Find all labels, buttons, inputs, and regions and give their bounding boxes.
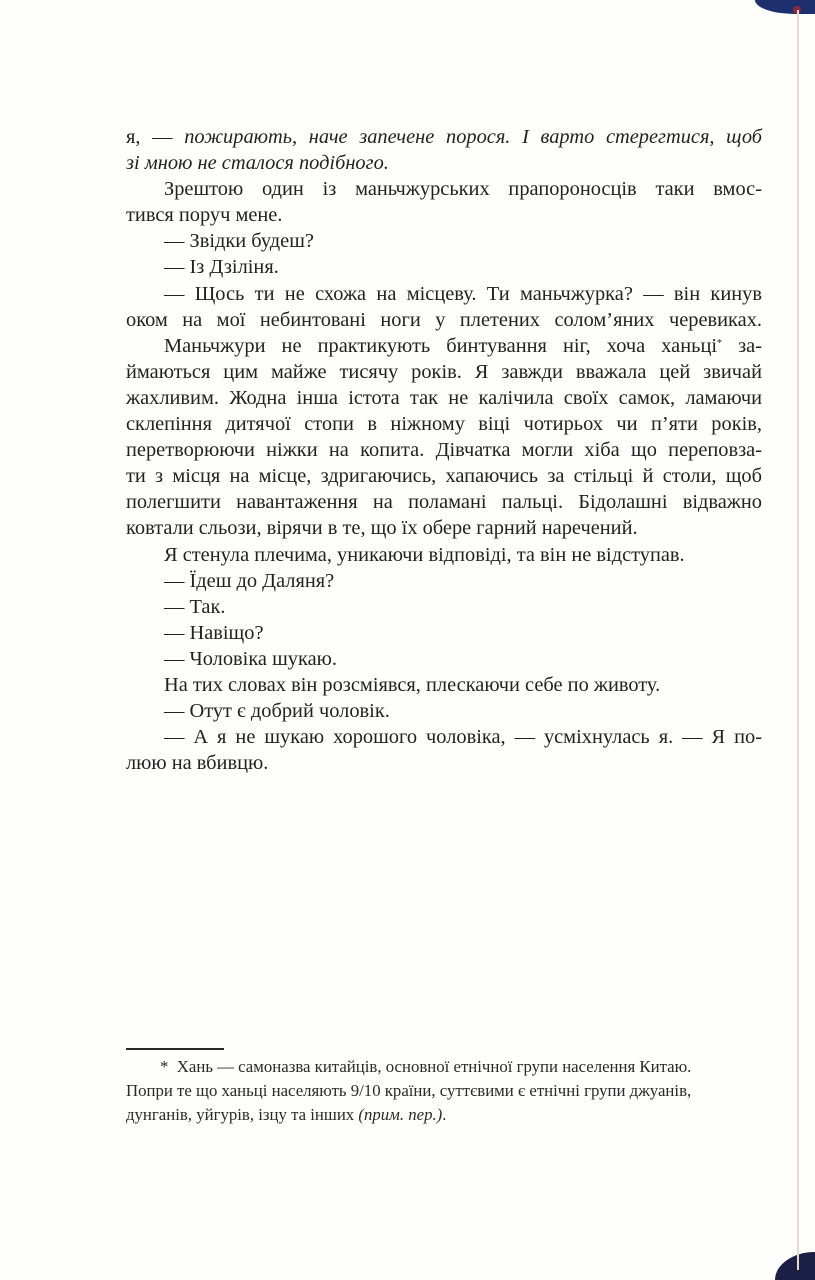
text-run: дунганів, уйгурів, ізцу та інших — [126, 1105, 359, 1124]
dialogue-line: — Навіщо? — [164, 621, 264, 644]
text-line — [126, 124, 762, 150]
dialogue-line: — Чоловіка шукаю. — [164, 647, 337, 670]
page-edge — [797, 10, 799, 1270]
footnote-line — [126, 1055, 758, 1079]
book-cover-corner-top — [755, 0, 815, 14]
text-line: жахливим. Жодна інша істота так не калічила своїх самок, ламаючи — [126, 386, 762, 409]
text-line: ймаються цим майже тисячу років. Я завжди вважала цей звичай — [126, 360, 762, 383]
paragraph-start: Зрештою один із маньчжурських прапороносців таки вмос- — [164, 178, 762, 201]
text-line: зі мною не сталося подібного. — [126, 152, 389, 175]
paragraph-start: Я стенула плечима, уникаючи відповіді, та він не відступав. — [164, 543, 685, 566]
footnote-reference[interactable]: * — [717, 337, 723, 349]
text-line: тився поруч мене. — [126, 204, 283, 227]
footnote — [126, 1055, 758, 1127]
paragraph-start — [126, 333, 762, 359]
body-text — [126, 124, 762, 776]
footnote-separator — [126, 1048, 224, 1050]
dialogue-line: — Із Дзіліня. — [164, 256, 279, 279]
footnote-line: Попри те що ханьці населяють 9/10 країни, суттєвими є етнічні групи джуанів, — [126, 1081, 692, 1100]
paragraph-start: На тих словах він розсміявся, плескаючи себе по животу. — [164, 673, 661, 696]
text-run: за- — [722, 334, 762, 357]
text-line: склепіння дитячої стопи в ніжному віці чотирьох чи п’яти років, — [126, 413, 762, 436]
dialogue-line: — Отут є добрий чоловік. — [164, 700, 390, 723]
book-cover-corner-bottom — [775, 1252, 815, 1280]
dialogue-line: — Так. — [164, 595, 226, 618]
dialogue-line: — Щось ти не схожа на місцеву. Ти маньчжурка? — він кинув — [164, 282, 762, 305]
text-run: . — [442, 1105, 447, 1124]
dialogue-line: — Звідки будеш? — [164, 230, 314, 253]
text-run: я, — — [126, 126, 185, 148]
text-line: полегшити навантаження на поламані пальці. Бідолашні відважно — [126, 491, 762, 514]
text-line: ти з місця на місце, здригаючись, хапаючись за стільці й столи, щоб — [126, 465, 762, 488]
dialogue-line: — Їдеш до Даляня? — [164, 569, 335, 592]
italic-text-run: (прим. пер.) — [358, 1105, 443, 1124]
dialogue-line: — А я не шукаю хорошого чоловіка, — усміхнулась я. — Я по- — [164, 726, 762, 749]
italic-text-run: пожирають, наче запечене порося. І варто стерегтися, щоб — [184, 126, 763, 148]
text-line: ковтали сльози, вірячи в те, що їх обере гарний наречений. — [126, 517, 638, 540]
text-line: перетворюючи ніжки на копита. Дівчатка могли хіба що переповза- — [126, 439, 762, 462]
text-run: Хань — самоназва китайців, основної етнічної групи населення Китаю. — [176, 1057, 692, 1076]
footnote-line — [126, 1103, 758, 1127]
text-line: люю на вбивцю. — [126, 752, 269, 775]
text-run: Маньчжури не практикують бинтування ніг, хоча ханьці — [164, 334, 718, 357]
text-line: оком на мої небинтовані ноги у плетених солом’яних черевиках. — [126, 308, 762, 331]
footnote-mark: * — [160, 1057, 169, 1076]
